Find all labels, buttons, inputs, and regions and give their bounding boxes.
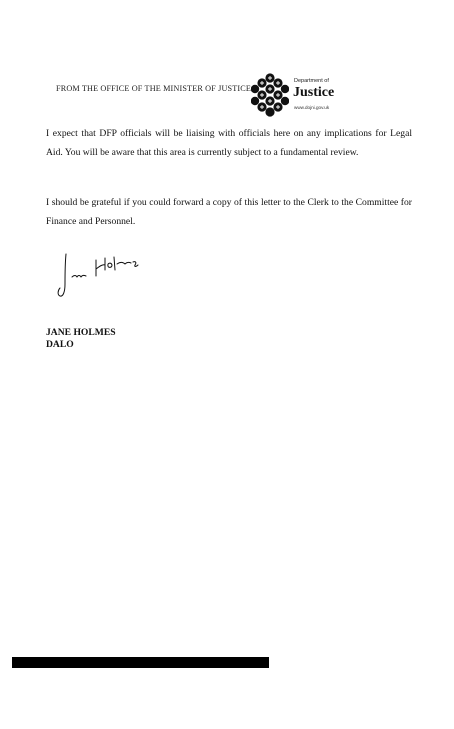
logo-department-of: Department of: [294, 78, 329, 84]
office-header: FROM THE OFFICE OF THE MINISTER OF JUSTICE: [56, 84, 252, 93]
body-paragraph-1: I expect that DFP officials will be liaising with officials here on any implications for Legal Aid. You will be aware that this area is currently subject to a fundamental review.: [46, 128, 412, 158]
logo-justice-wordmark: Justice: [293, 85, 335, 100]
body-paragraph-2: I should be grateful if you could forward a copy of this letter to the Clerk to the Committee for Finance and Personnel.: [46, 197, 412, 227]
signatory-name: JANE HOLMES: [46, 327, 116, 338]
logo-url: www.dojni.gov.uk: [294, 105, 330, 110]
handwritten-signature: [54, 250, 144, 306]
signatory-title: DALO: [46, 339, 74, 350]
redaction-bar: [12, 657, 269, 668]
department-logo-icon: [251, 73, 289, 117]
